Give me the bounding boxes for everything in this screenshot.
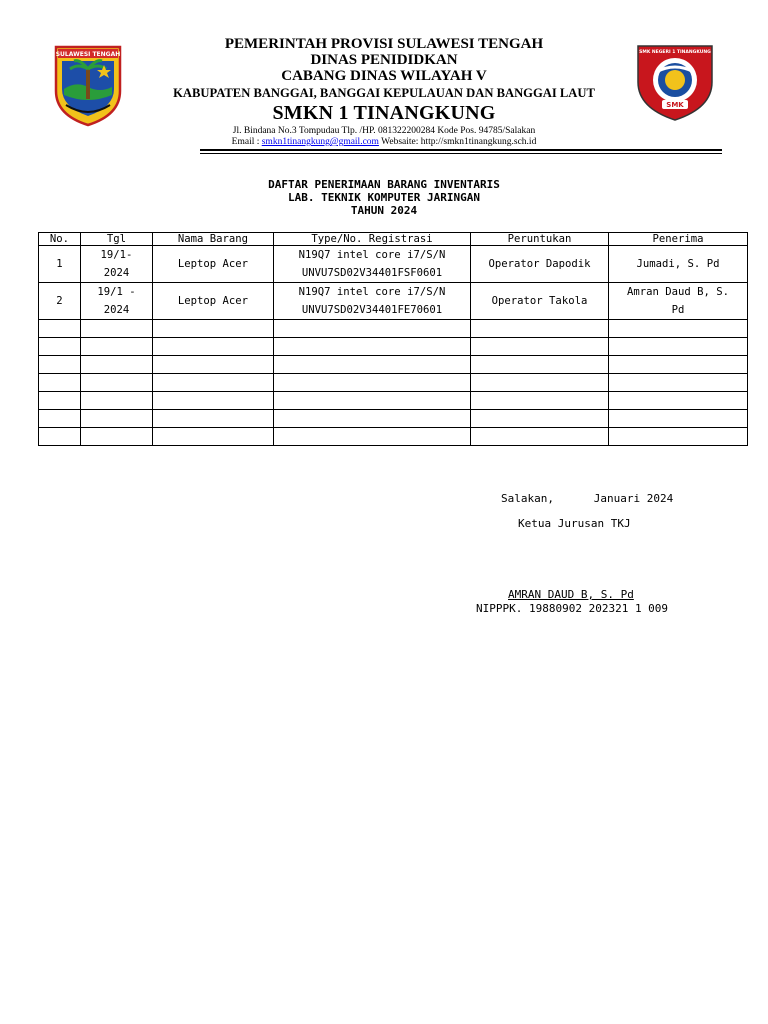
cell-no: 1	[39, 246, 81, 283]
logo-right-badge: SMK	[666, 101, 684, 109]
website-text: Websaite: http://smkn1tinangkung.sch.id	[378, 137, 537, 147]
cell-date: 19/1- 2024	[81, 246, 153, 283]
column-header: Penerima	[609, 233, 748, 246]
empty-cell	[39, 410, 81, 428]
cell-purpose: Operator Takola	[471, 283, 609, 320]
empty-cell	[609, 320, 748, 338]
empty-cell	[153, 374, 274, 392]
cell-type: N19Q7 intel core i7/S/N UNVU7SD02V34401FSF0601	[274, 246, 471, 283]
signature-name: AMRAN DAUD B, S. Pd	[508, 588, 634, 601]
empty-cell	[471, 374, 609, 392]
cell-item: Leptop Acer	[153, 246, 274, 283]
cell-recipient: Amran Daud B, S. Pd	[609, 283, 748, 320]
header-rule-thin	[200, 153, 722, 154]
empty-cell	[153, 410, 274, 428]
empty-cell	[153, 320, 274, 338]
empty-cell	[81, 356, 153, 374]
empty-cell	[81, 428, 153, 446]
empty-cell	[153, 338, 274, 356]
empty-cell	[274, 410, 471, 428]
signature-position: Ketua Jurusan TKJ	[518, 517, 631, 530]
empty-cell	[274, 356, 471, 374]
cell-recipient: Jumadi, S. Pd	[609, 246, 748, 283]
logo-left-text: SULAWESI TENGAH	[55, 51, 121, 58]
empty-cell	[274, 374, 471, 392]
email-link[interactable]: smkn1tinangkung@gmail.com	[261, 137, 379, 147]
table-row-empty	[39, 320, 748, 338]
empty-cell	[609, 338, 748, 356]
logo-right-text: SMK NEGERI 1 TINANGKUNG	[639, 50, 711, 55]
empty-cell	[153, 356, 274, 374]
document-year: TAHUN 2024	[350, 204, 418, 217]
column-header: No.	[39, 233, 81, 246]
empty-cell	[39, 374, 81, 392]
smkn1-logo	[634, 42, 716, 122]
document-title: DAFTAR PENERIMAAN BARANG INVENTARIS	[268, 178, 500, 191]
table-row-empty	[39, 410, 748, 428]
empty-cell	[81, 374, 153, 392]
header-rule-thick	[200, 149, 722, 151]
empty-cell	[609, 428, 748, 446]
document-subtitle: LAB. TEKNIK KOMPUTER JARINGAN	[287, 191, 481, 204]
table-header-row	[39, 233, 748, 246]
header-line-3: CABANG DINAS WILAYAH V	[281, 68, 487, 84]
empty-cell	[471, 338, 609, 356]
empty-cell	[609, 374, 748, 392]
table-row	[39, 283, 748, 320]
email-label: Email :	[231, 137, 262, 147]
table-row-empty	[39, 356, 748, 374]
header-line-2: DINAS PENIDIDKAN	[310, 52, 458, 68]
table-row-empty	[39, 392, 748, 410]
empty-cell	[274, 428, 471, 446]
column-header: Type/No. Registrasi	[274, 233, 471, 246]
sulawesi-tengah-logo	[52, 45, 124, 127]
signature-nip: NIPPPK. 19880902 202321 1 009	[476, 602, 669, 615]
table-row-empty	[39, 374, 748, 392]
empty-cell	[471, 320, 609, 338]
empty-cell	[81, 320, 153, 338]
cell-purpose: Operator Dapodik	[471, 246, 609, 283]
empty-cell	[471, 428, 609, 446]
school-address: Jl. Bindana No.3 Tompudau Tlp. /HP. 081322200284 Kode Pos. 94785/Salakan	[232, 126, 536, 136]
empty-cell	[609, 356, 748, 374]
empty-cell	[81, 410, 153, 428]
empty-cell	[609, 392, 748, 410]
empty-cell	[274, 392, 471, 410]
table-row-empty	[39, 428, 748, 446]
school-name: SMKN 1 TINANGKUNG	[272, 102, 496, 124]
empty-cell	[471, 356, 609, 374]
empty-cell	[81, 338, 153, 356]
table-row-empty	[39, 338, 748, 356]
school-contact	[130, 137, 638, 147]
empty-cell	[471, 392, 609, 410]
empty-cell	[39, 392, 81, 410]
column-header: Tgl	[81, 233, 153, 246]
empty-cell	[81, 392, 153, 410]
empty-cell	[39, 428, 81, 446]
inventory-table	[38, 232, 748, 446]
empty-cell	[471, 410, 609, 428]
empty-cell	[39, 338, 81, 356]
cell-date: 19/1 - 2024	[81, 283, 153, 320]
table-row	[39, 246, 748, 283]
empty-cell	[39, 320, 81, 338]
signature-place-date: Salakan, Januari 2024	[501, 492, 674, 505]
cell-type: N19Q7 intel core i7/S/N UNVU7SD02V34401FE70601	[274, 283, 471, 320]
cell-no: 2	[39, 283, 81, 320]
empty-cell	[274, 320, 471, 338]
header-line-1: PEMERINTAH PROVISI SULAWESI TENGAH	[224, 36, 544, 52]
empty-cell	[39, 356, 81, 374]
empty-cell	[609, 410, 748, 428]
empty-cell	[274, 338, 471, 356]
empty-cell	[153, 428, 274, 446]
column-header: Peruntukan	[471, 233, 609, 246]
empty-cell	[153, 392, 274, 410]
cell-item: Leptop Acer	[153, 283, 274, 320]
column-header: Nama Barang	[153, 233, 274, 246]
header-line-4: KABUPATEN BANGGAI, BANGGAI KEPULAUAN DAN BANGGAI LAUT	[173, 86, 595, 100]
